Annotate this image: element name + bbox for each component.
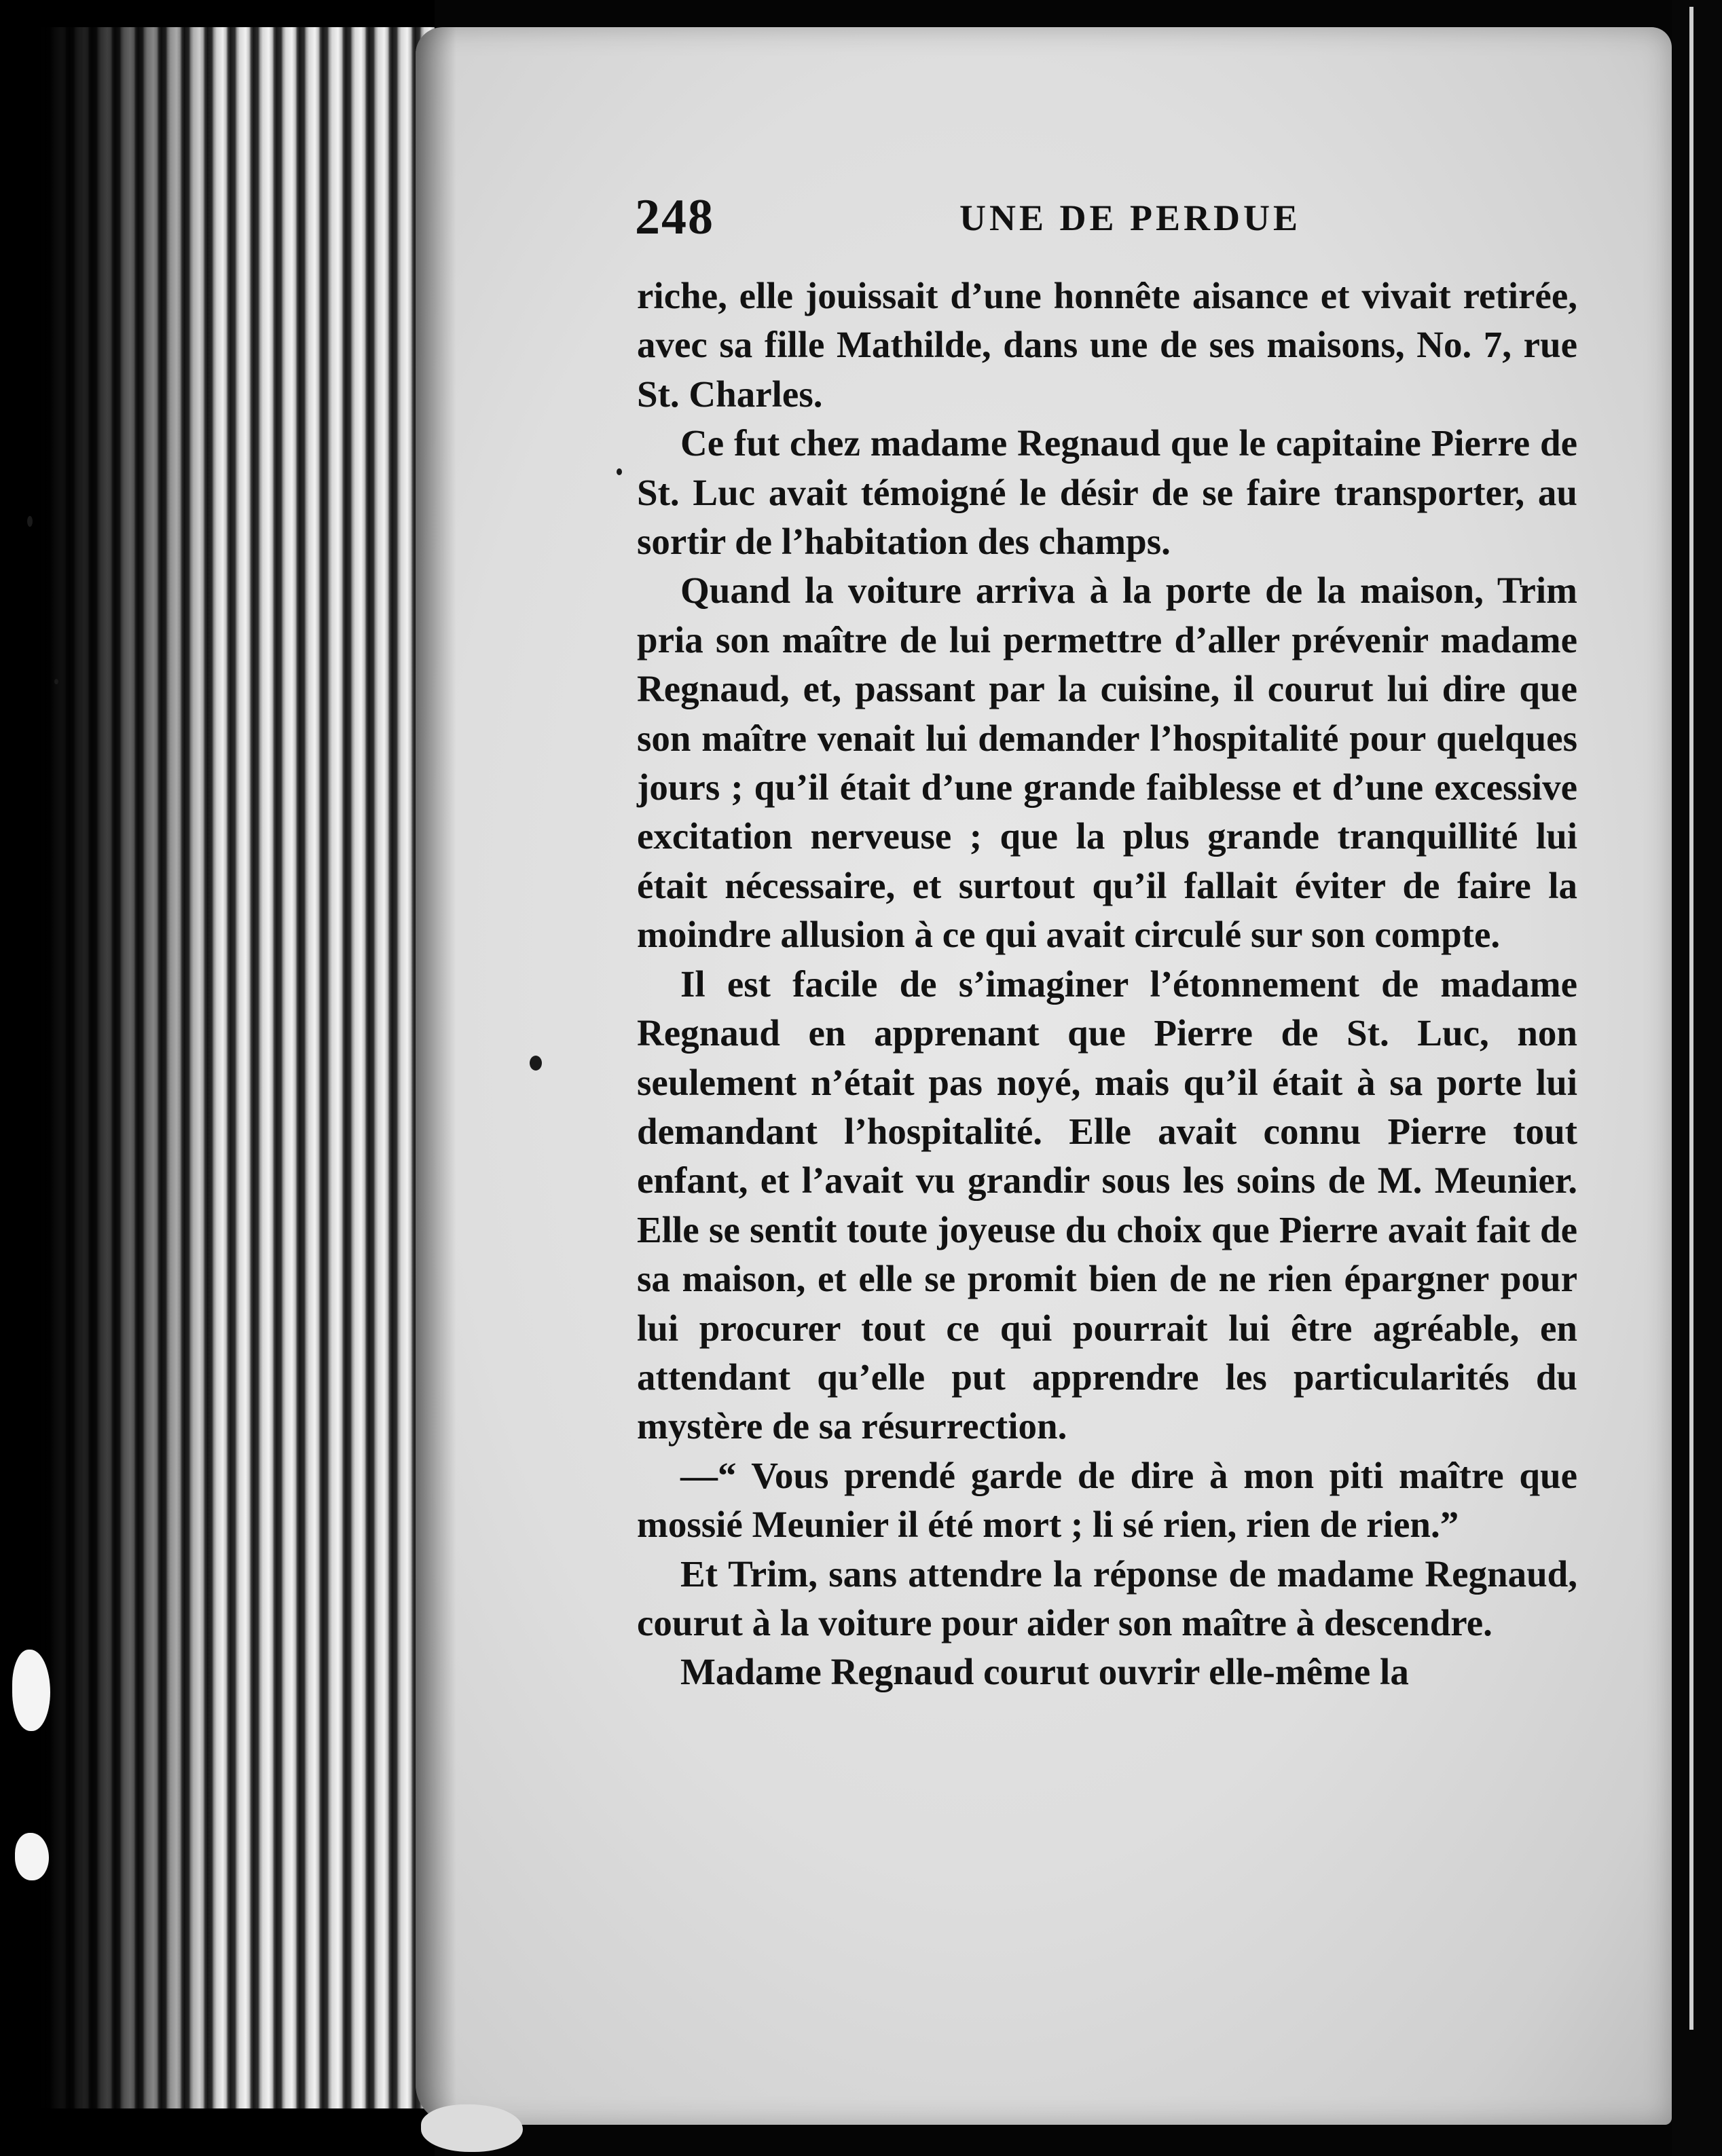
paragraph: Quand la voiture arriva à la porte de la maison, Trim pria son maître de lui permettre d’aller prévenir madame Regnaud, et, passant par la cuisine, il courut lui dire que son maître venait lui demander l’hospitalité pour quelques jours ; qu’il était d’une grande faiblesse et d’une excessive excitation nerveuse ; que la plus grande tranquillité lui était nécessaire, et surtout qu’il fallait éviter de faire la moindre allusion à ce qui avait circulé sur son compte. — [637, 570, 1577, 956]
paragraph: Il est facile de s’imaginer l’étonnement de madame Regnaud en apprenant que Pierre de St. Luc, non seulement n’était pas noyé, mais qu’il était à sa porte lui demandant l’hospitalité. Elle avait connu Pierre tout enfant, et l’avait vu grandir sous les soins de M. Meunier. Elle se sentit toute joyeuse du choix que Pierre avait fait de sa maison, et elle se promit bien de ne rien épargner pour lui procurer tout ce qui pourrait lui être agréable, en attendant qu’elle put apprendre les particularités du mystère de sa résurrection. — [637, 963, 1577, 1447]
running-title: UNE DE PERDUE — [959, 198, 1302, 238]
top-border — [0, 0, 435, 27]
ink-speck — [54, 679, 58, 684]
paragraph: Ce fut chez madame Regnaud que le capitaine Pierre de St. Luc avait témoigné le désir de se faire transporter, au sortir de l’habitation des champs. — [637, 422, 1577, 563]
gutter-shadow — [416, 27, 456, 2125]
dialogue-paragraph: —“ Vous prendé garde de dire à mon piti maître que mossié Meunier il été mort ; li sé rien, rien de rien.” — [637, 1454, 1577, 1546]
right-border — [1672, 0, 1722, 2156]
paragraph: Et Trim, sans attendre la réponse de madame Regnaud, courut à la voiture pour aider son maître à descendre. — [637, 1553, 1577, 1643]
paragraph: Madame Regnaud courut ouvrir elle-même la — [680, 1651, 1409, 1693]
bottom-border — [0, 2108, 435, 2156]
scan-artifact — [12, 1650, 50, 1731]
body-text — [637, 272, 1577, 1697]
page-header — [635, 189, 1626, 250]
scan-artifact — [15, 1833, 49, 1880]
paragraph: riche, elle jouissait d’une honnête aisance et vivait retirée, avec sa fille Mathilde, dans une de ses maisons, No. 7, rue St. Charles. — [637, 275, 1577, 415]
scan-artifact — [421, 2104, 523, 2152]
ink-speck — [617, 468, 622, 475]
page-edges — [0, 0, 435, 2156]
page-number: 248 — [635, 189, 714, 245]
ink-speck — [27, 516, 33, 527]
ink-speck — [530, 1056, 542, 1071]
right-page-edge — [1689, 7, 1693, 2030]
